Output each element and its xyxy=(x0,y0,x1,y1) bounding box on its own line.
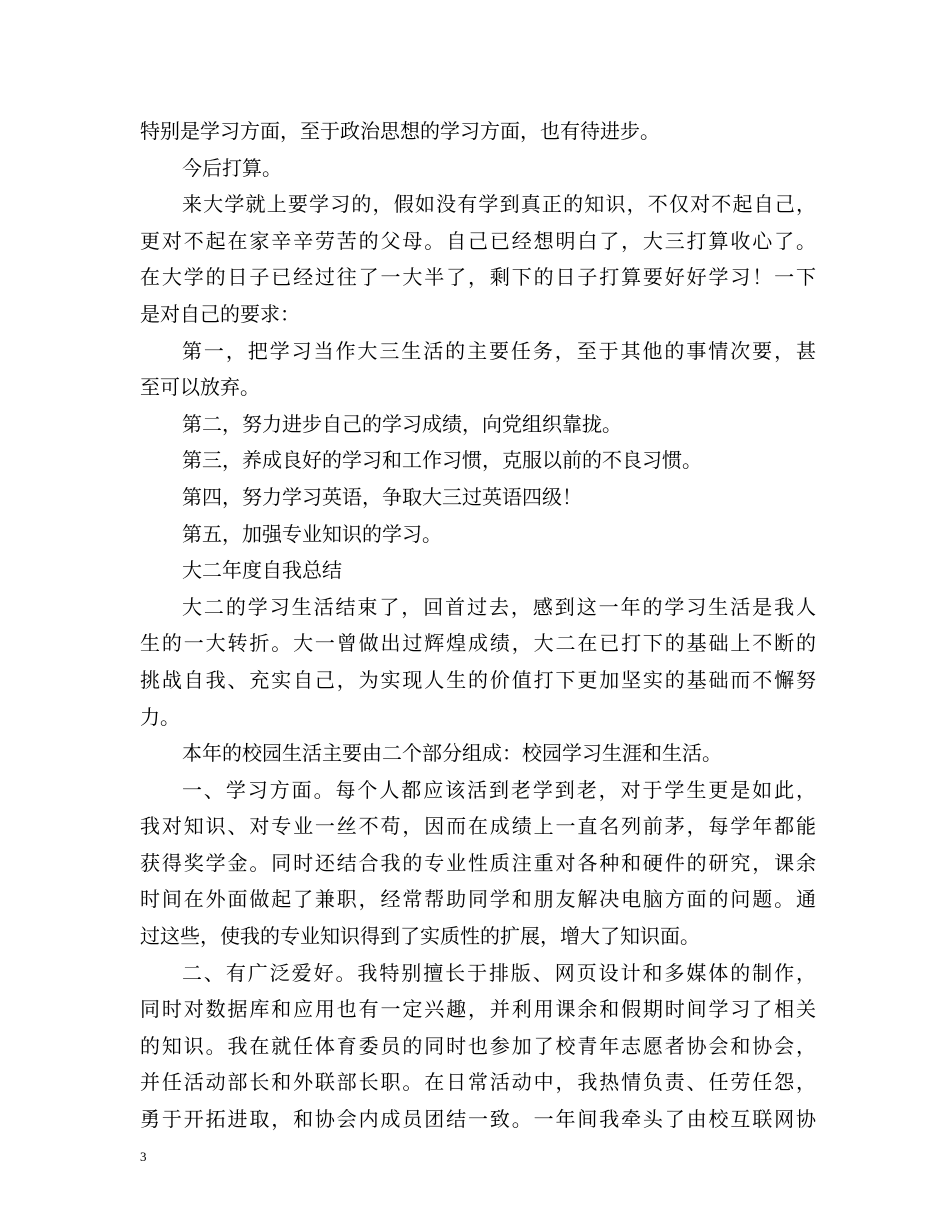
text-line: 第一，把学习当作大三生活的主要任务，至于其他的事情次要，甚 xyxy=(182,338,816,363)
text-line: 至可以放弃。 xyxy=(140,375,260,400)
text-line: 大二的学习生活结束了，回首过去，感到这一年的学习生活是我人 xyxy=(182,594,816,619)
text-line: 获得奖学金。同时还结合我的专业性质注重对各种和硬件的研究，课余 xyxy=(140,850,816,875)
text-line: 一、学习方面。每个人都应该活到老学到老，对于学生更是如此， xyxy=(182,777,816,802)
text-line: 力。 xyxy=(140,704,180,729)
text-line: 并任活动部长和外联部长职。在日常活动中，我热情负责、任劳任怨， xyxy=(140,1070,816,1095)
text-line: 第三，养成良好的学习和工作习惯，克服以前的不良习惯。 xyxy=(182,448,702,473)
text-line: 本年的校园生活主要由二个部分组成：校园学习生涯和生活。 xyxy=(182,741,722,766)
text-line: 第四，努力学习英语，争取大三过英语四级！ xyxy=(182,484,582,509)
text-line: 第二，努力进步自己的学习成绩，向党组织靠拢。 xyxy=(182,411,622,436)
text-line: 二、有广泛爱好。我特别擅长于排版、网页设计和多媒体的制作， xyxy=(182,960,816,985)
text-line: 勇于开拓进取，和协会内成员团结一致。一年间我牵头了由校互联网协 xyxy=(140,1107,816,1132)
text-line: 特别是学习方面，至于政治思想的学习方面，也有待进步。 xyxy=(140,119,660,143)
document-body xyxy=(140,113,816,1138)
text-line: 生的一大转折。大一曾做出过辉煌成绩，大二在已打下的基础上不断的 xyxy=(140,631,816,656)
text-line: 是对自己的要求： xyxy=(140,301,300,326)
text-line: 时间在外面做起了兼职，经常帮助同学和朋友解决电脑方面的问题。通 xyxy=(140,887,816,912)
text-line: 更对不起在家辛辛劳苦的父母。自己已经想明白了，大三打算收心了。 xyxy=(140,228,816,253)
text-line: 来大学就上要学习的，假如没有学到真正的知识，不仅对不起自己， xyxy=(182,192,816,217)
text-line: 过这些，使我的专业知识得到了实质性的扩展，增大了知识面。 xyxy=(140,924,700,949)
page-number: 3 xyxy=(140,1149,147,1164)
text-line: 在大学的日子已经过往了一大半了，剩下的日子打算要好好学习！一下 xyxy=(140,265,816,290)
text-line: 挑战自我、充实自己，为实现人生的价值打下更加坚实的基础而不懈努 xyxy=(140,667,816,692)
text-line: 的知识。我在就任体育委员的同时也参加了校青年志愿者协会和协会， xyxy=(140,1033,816,1058)
text-line: 我对知识、对专业一丝不苟，因而在成绩上一直名列前茅，每学年都能 xyxy=(140,814,816,839)
text-line: 第五，加强专业知识的学习。 xyxy=(182,521,442,546)
text-line: 今后打算。 xyxy=(182,155,282,180)
text-line: 同时对数据库和应用也有一定兴趣，并利用课余和假期时间学习了相关 xyxy=(140,997,816,1022)
text-line: 大二年度自我总结 xyxy=(182,558,342,583)
